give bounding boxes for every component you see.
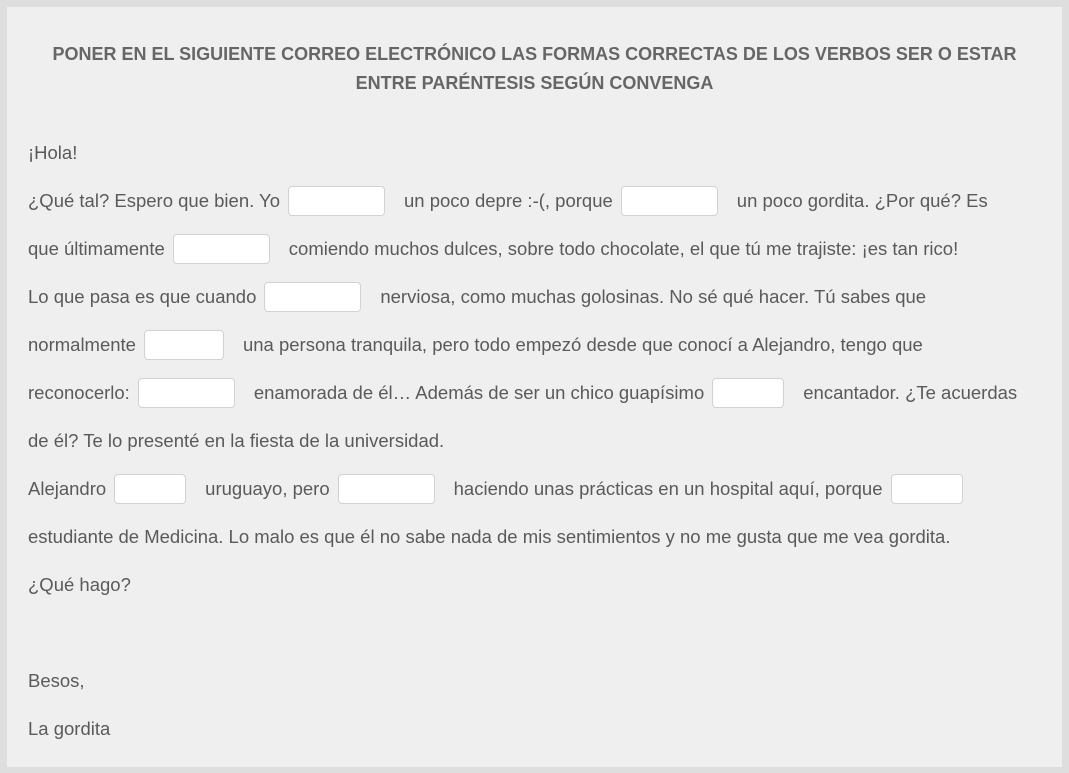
- text-segment: un poco depre :-(, porque: [404, 190, 613, 211]
- blank-input-8[interactable]: [114, 474, 186, 504]
- text-segment: comiendo muchos dulces, sobre todo chocolate, el que tú me trajiste: ¡es tan rico!: [288, 238, 959, 259]
- text-segment: nerviosa, como muchas golosinas. No sé qué hacer. Tú sabes que: [380, 286, 927, 307]
- blank-input-7[interactable]: [712, 378, 784, 408]
- blank-input-9[interactable]: [338, 474, 435, 504]
- email-line-1: [28, 136, 77, 170]
- signature-text: La gordita: [28, 718, 111, 739]
- text-segment: ¿Qué tal? Espero que bien. Yo: [28, 190, 280, 211]
- closing-text: Besos,: [28, 670, 85, 691]
- email-line-9: [28, 520, 950, 554]
- email-signature: [28, 712, 110, 746]
- blank-input-10[interactable]: [891, 474, 963, 504]
- exercise-title: [7, 40, 1062, 98]
- text-segment: Lo que pasa es que cuando: [28, 286, 257, 307]
- email-line-3: [28, 232, 958, 266]
- blank-input-4[interactable]: [264, 282, 361, 312]
- text-segment: uruguayo, pero: [205, 478, 330, 499]
- text-segment: haciendo unas prácticas en un hospital aquí, porque: [453, 478, 883, 499]
- email-line-4: [28, 280, 926, 314]
- blank-input-5[interactable]: [144, 330, 224, 360]
- text-segment: un poco gordita. ¿Por qué? Es: [736, 190, 988, 211]
- title-line-2: ENTRE PARÉNTESIS SEGÚN CONVENGA: [355, 73, 714, 93]
- text-segment: enamorada de él… Además de ser un chico guapísimo: [253, 382, 705, 403]
- text-segment: Alejandro: [28, 478, 107, 499]
- greeting-text: ¡Hola!: [28, 142, 78, 163]
- email-line-8: [28, 472, 963, 506]
- email-line-7: [28, 424, 444, 458]
- blank-input-3[interactable]: [173, 234, 270, 264]
- text-segment: reconocerlo:: [28, 382, 130, 403]
- email-line-2: [28, 184, 988, 218]
- email-line-5: [28, 328, 923, 362]
- email-line-6: [28, 376, 1017, 410]
- title-line-1: PONER EN EL SIGUIENTE CORREO ELECTRÓNICO LAS FORMAS CORRECTAS DE LOS VERBOS SER O ESTAR: [52, 44, 1017, 64]
- text-segment: normalmente: [28, 334, 136, 355]
- text-segment: encantador. ¿Te acuerdas: [803, 382, 1018, 403]
- email-line-10: [28, 568, 131, 602]
- blank-input-6[interactable]: [138, 378, 235, 408]
- email-closing: [28, 664, 85, 698]
- text-segment: que últimamente: [28, 238, 165, 259]
- blank-input-1[interactable]: [288, 186, 385, 216]
- text-segment: ¿Qué hago?: [28, 574, 131, 595]
- exercise-panel: [7, 7, 1062, 767]
- text-segment: estudiante de Medicina. Lo malo es que él no sabe nada de mis sentimientos y no me gusta que me vea gordita.: [28, 526, 951, 547]
- blank-input-2[interactable]: [621, 186, 718, 216]
- text-segment: una persona tranquila, pero todo empezó desde que conocí a Alejandro, tengo que: [242, 334, 923, 355]
- text-segment: de él? Te lo presenté en la fiesta de la universidad.: [28, 430, 445, 451]
